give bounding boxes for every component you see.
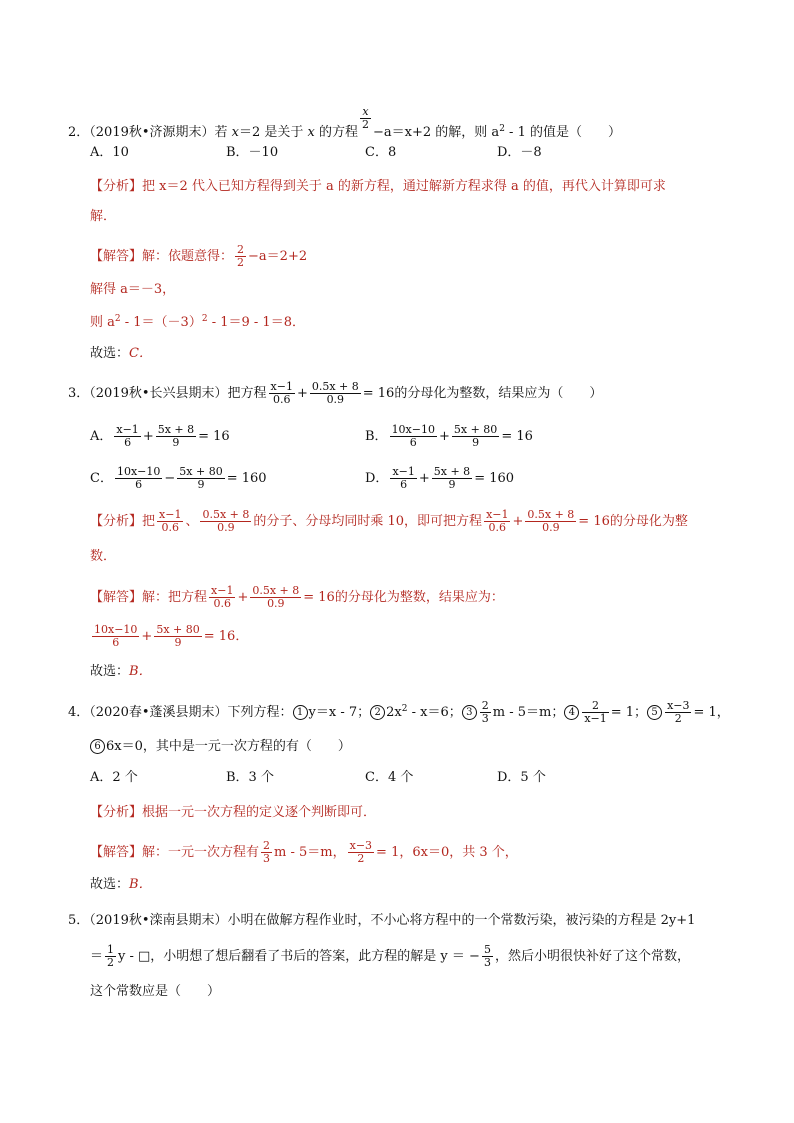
circled-number-icon: 2 bbox=[370, 705, 385, 720]
q3-analysis-cont: 数． bbox=[90, 549, 117, 564]
q3-option-a: A． $\frac{x-1}{6}$ + $\frac{5x + 8}{9}$ = 16 bbox=[90, 423, 230, 449]
q3-choice: 故选：B． bbox=[90, 664, 152, 679]
q5-stem: 5．（2019秋•滦南县期末）小明在做解方程作业时，不小心将方程中的一个常数污染，被污染的方程是 2y+1 bbox=[68, 913, 696, 928]
q3-answer: 【解答】解：把方程 $\frac{x-1}{0.6}$ + $\frac{0.5x + 8}{0.9}$ = 16的分母化为整数，结果应为： bbox=[90, 584, 504, 610]
q3-result: $\frac{10x-10}{6}$ + $\frac{5x + 80}{9}$ = 16． bbox=[94, 623, 249, 649]
circled-number-icon: 1 bbox=[293, 705, 308, 720]
q3-option-d: D． $\frac{x-1}{6}$ + $\frac{5x + 8}{9}$ = 160 bbox=[365, 465, 515, 491]
q2-option-d: D．－8 bbox=[497, 145, 542, 160]
q4-option-c: C．4 个 bbox=[365, 770, 414, 785]
q3-analysis: 【分析】把 $\frac{x-1}{0.6}$ 、 $\frac{0.5x + 8}{0.9}$ 的分子、分母均同时乘 10，即可把方程 $\frac{x-1}{0.6}$ + $\frac{0.5x + 8}{0.9}$ = 16的分母化为整 bbox=[90, 508, 688, 534]
q2-analysis: 【分析】把 x＝2 代入已知方程得到关于 a 的新方程，通过解新方程求得 a 的值，再代入计算即可求 bbox=[90, 179, 666, 194]
q3-option-c: C． $\frac{10x-10}{6}$ − $\frac{5x + 80}{9}$ = 160 bbox=[90, 465, 267, 491]
q4-option-b: B．3 个 bbox=[226, 770, 274, 785]
q4-option-d: D．5 个 bbox=[497, 770, 546, 785]
q2-choice: 故选：C． bbox=[90, 346, 152, 361]
q2-option-a: A．10 bbox=[90, 145, 129, 160]
q3-option-b: B． $\frac{10x-10}{6}$ + $\frac{5x + 80}{9}$ = 16 bbox=[365, 423, 533, 449]
q4-option-a: A．2 个 bbox=[90, 770, 138, 785]
q2-option-b: B．－10 bbox=[226, 145, 279, 160]
circled-number-icon: 4 bbox=[564, 705, 579, 720]
q2-step-2: 则 $a^2 - 1=(-3)^2 - 1=9 - 1=8$． bbox=[90, 314, 305, 330]
circled-number-icon: 5 bbox=[647, 705, 662, 720]
q4-stem: 4．（2020春•蓬溪县期末）下列方程： 1 y＝x - 7； 2 $2x^2 - x=6$； 3 $\frac{2}{3}$ m - 5＝m； 4 $\frac{2}{x-1}$ = 1； 5 $\frac{x-3}{2}$ = 1， bbox=[68, 699, 730, 725]
q2-analysis-cont: 解． bbox=[90, 209, 117, 224]
q2-answer: 【解答】解：依题意得： $\frac{2}{2}$ −a＝2+2 bbox=[90, 243, 308, 269]
q2-step-1: 解得 a＝－3， bbox=[90, 282, 176, 297]
q5-stem-cont: ＝ $\frac{1}{2}$ y - □，小明想了想后翻看了书后的答案，此方程的解是 y ＝ − $\frac{5}{3}$ ，然后小明很快补好了这个常数， bbox=[90, 943, 690, 969]
q5-stem-cont-2: 这个常数应是（ ） bbox=[90, 984, 221, 999]
q2-option-c: C．8 bbox=[365, 145, 397, 160]
q4-choice: 故选：B． bbox=[90, 877, 152, 892]
circled-number-icon: 6 bbox=[90, 739, 105, 754]
q4-analysis: 【分析】根据一元一次方程的定义逐个判断即可． bbox=[90, 805, 377, 820]
q4-answer: 【解答】解：一元一次方程有 $\frac{2}{3}$ m - 5＝m， $\frac{x-3}{2}$ = 1，6x＝0，共 3 个， bbox=[90, 839, 518, 865]
q3-stem: 3．（2019秋•长兴县期末）把方程 $\frac{x-1}{0.6}$ + $\frac{0.5x + 8}{0.9}$ = 16的分母化为整数，结果应为（ ） bbox=[68, 380, 603, 406]
circled-number-icon: 3 bbox=[462, 705, 477, 720]
q2-stem: 2．（2019秋•济源期末）若 x＝2 是关于 x 的方程 $\frac{x}{2}$ −a＝x+2 的解，则 $a^2 - 1$ 的值是（ ） bbox=[68, 105, 621, 140]
q4-stem-cont: 6 6x＝0，其中是一元一次方程的有（ ） bbox=[90, 737, 351, 757]
